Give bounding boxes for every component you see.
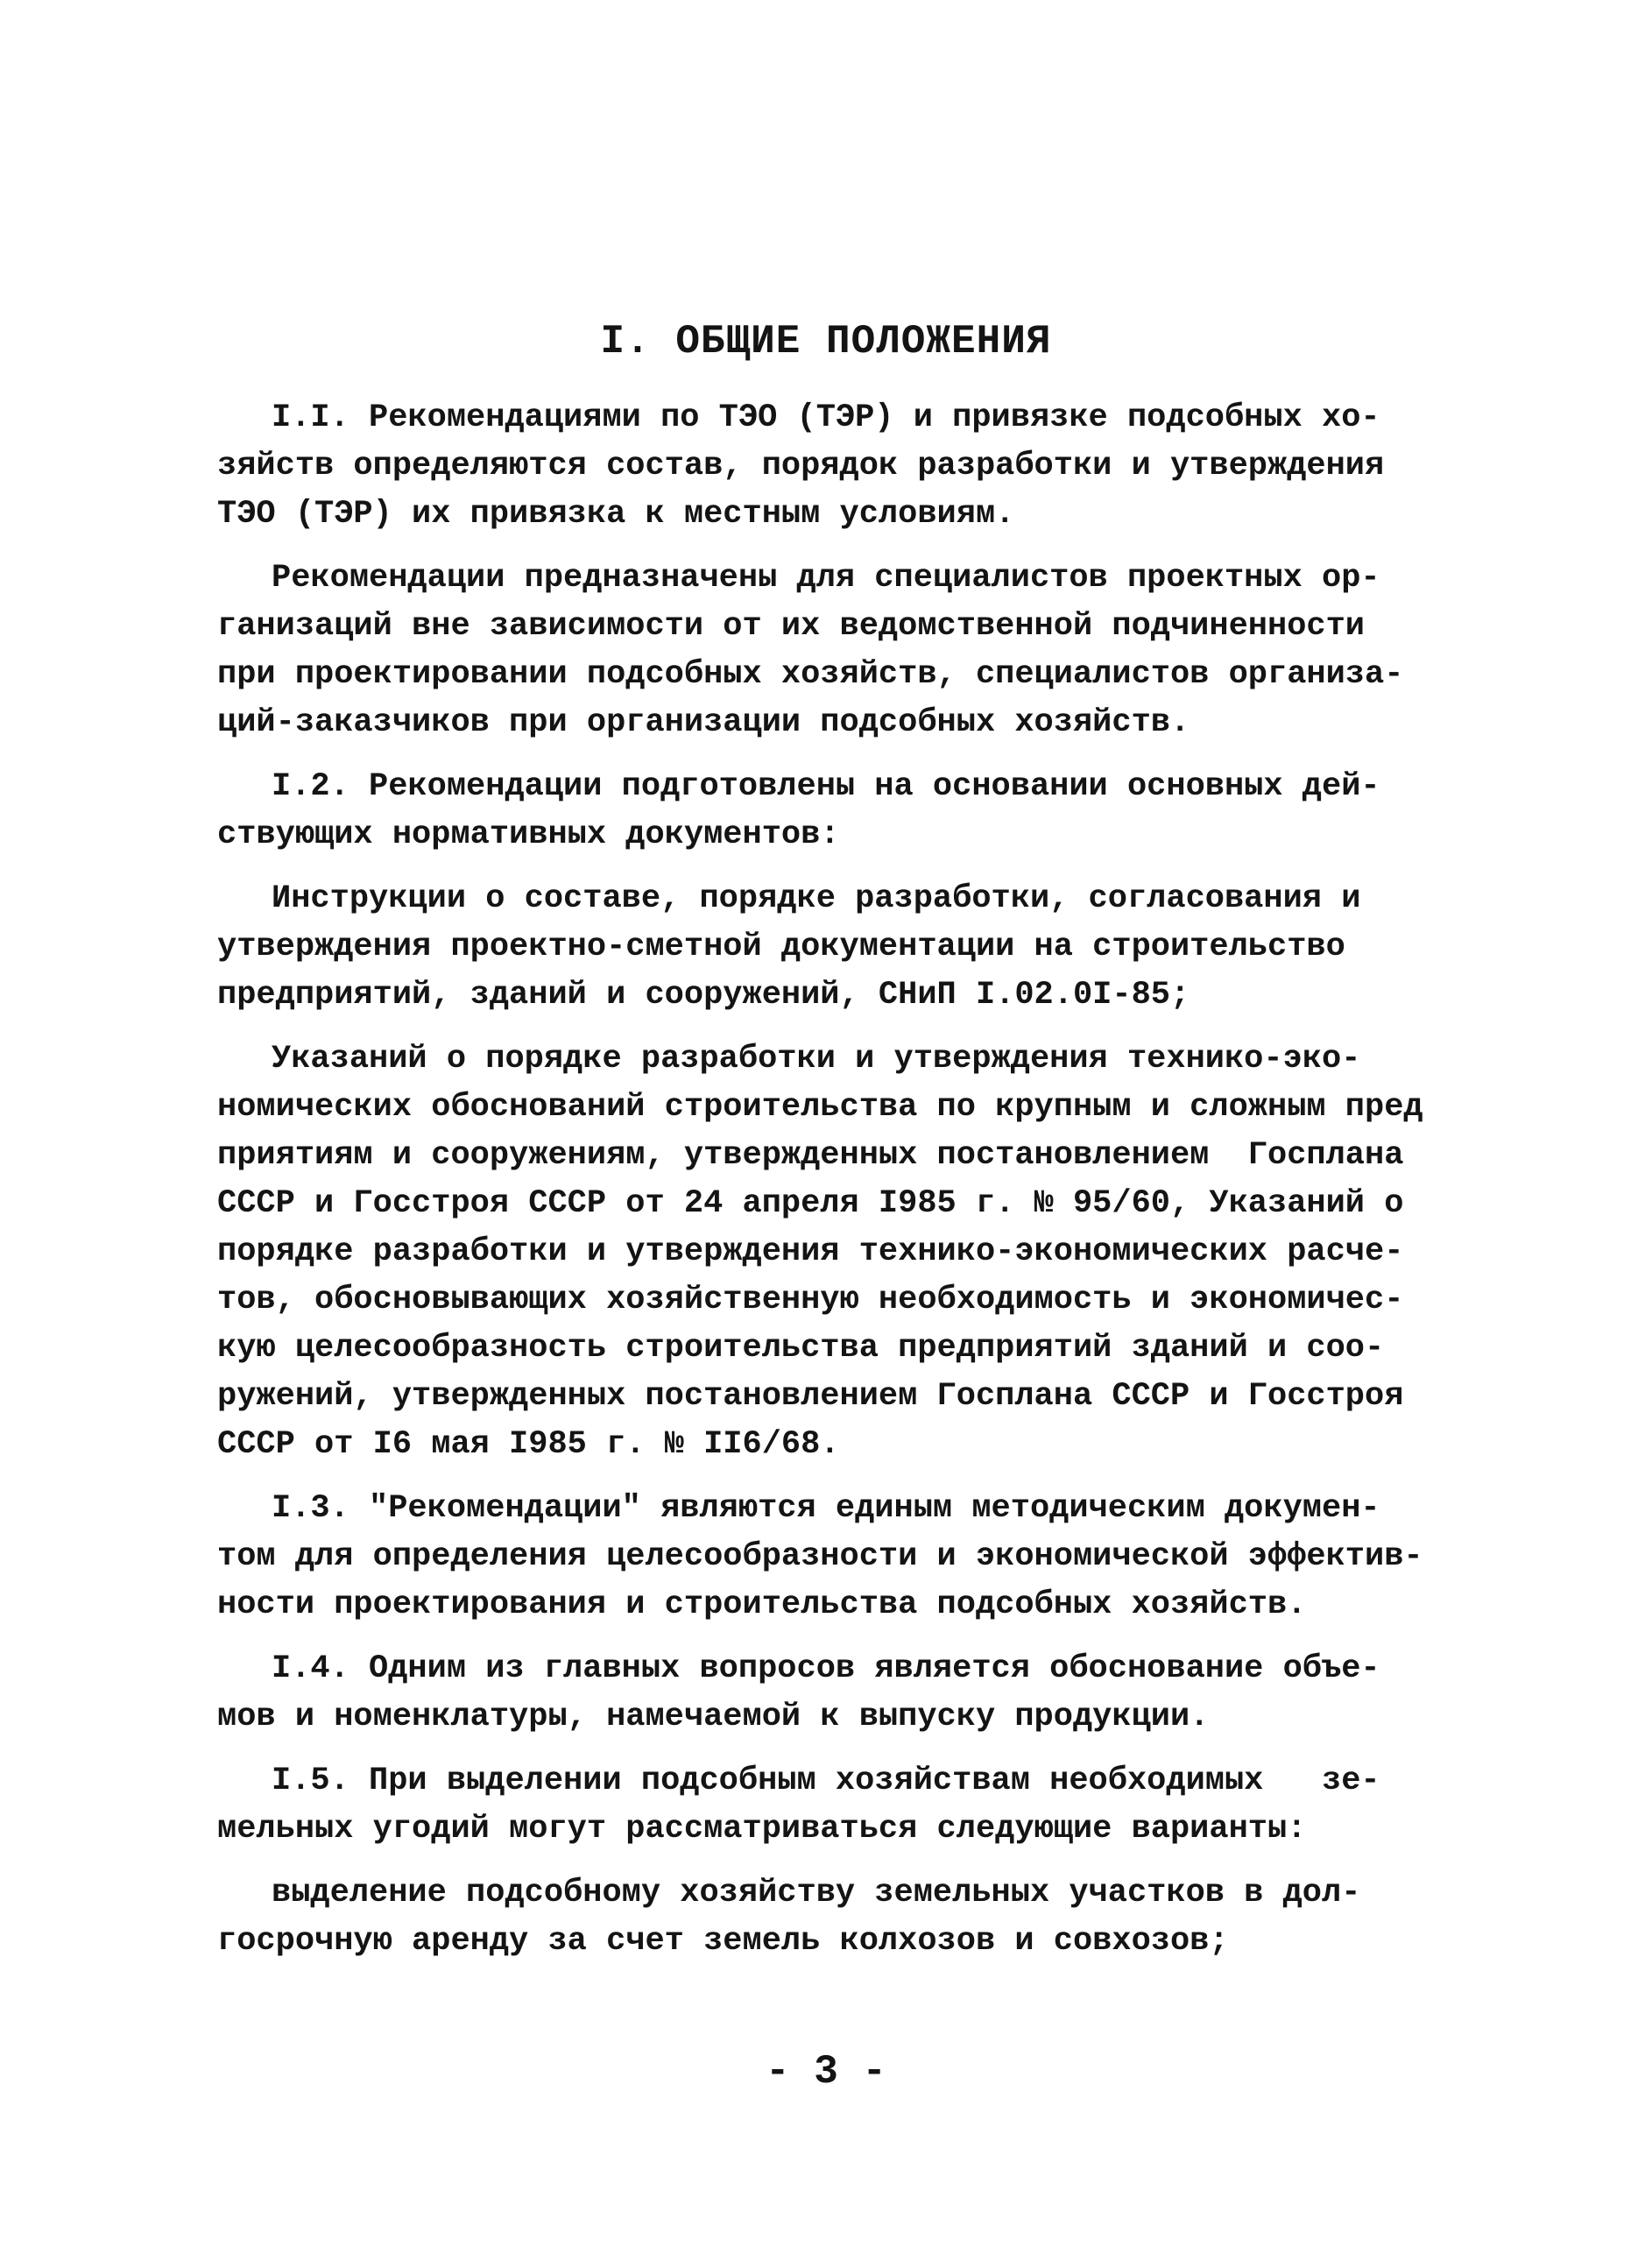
text-line: при проектировании подсобных хозяйств, специалистов организа- bbox=[217, 656, 1404, 693]
text-line: номических обоснований строительства по крупным и сложным пред bbox=[217, 1089, 1423, 1126]
section-heading: I. ОБЩИЕ ПОЛОЖЕНИЯ bbox=[600, 319, 1052, 364]
text-line: ТЭО (ТЭР) их привязка к местным условиям. bbox=[217, 496, 1015, 533]
paragraph-1-3 bbox=[217, 1485, 1423, 1629]
text-line: ружений, утвержденных постановлением Госплана СССР и Госстроя bbox=[217, 1378, 1404, 1415]
text-line: том для определения целесообразности и экономической эффектив- bbox=[217, 1538, 1423, 1575]
text-line: тов, обосновывающих хозяйственную необходимость и экономичес- bbox=[217, 1282, 1404, 1318]
text-line: ности проектирования и строительства подсобных хозяйств. bbox=[217, 1586, 1307, 1623]
text-line: СССР и Госстроя СССР от 24 апреля I985 г. № 95/60, Указаний о bbox=[217, 1185, 1404, 1222]
paragraph-1-2 bbox=[217, 763, 1382, 859]
text-line: Указаний о порядке разработки и утверждения технико-эко- bbox=[272, 1041, 1361, 1077]
body-text bbox=[217, 394, 1423, 1982]
paragraph-1-5 bbox=[217, 1757, 1382, 1854]
text-line: мов и номенклатуры, намечаемой к выпуску продукции. bbox=[217, 1699, 1210, 1735]
text-line: предприятий, зданий и сооружений, СНиП I.02.0I-85; bbox=[217, 977, 1190, 1014]
text-line: мельных угодий могут рассматриваться следующие варианты: bbox=[217, 1811, 1307, 1848]
text-line: I.I. Рекомендациями по ТЭО (ТЭР) и привязке подсобных хо- bbox=[272, 399, 1380, 436]
text-line: приятиям и сооружениям, утвержденных постановлением Госплана bbox=[217, 1137, 1404, 1174]
page-number: - 3 - bbox=[765, 2049, 887, 2095]
paragraph-recommendations-purpose bbox=[217, 555, 1404, 747]
text-line: утверждения проектно-сметной документации на строительство bbox=[217, 929, 1345, 965]
text-line: ствующих нормативных документов: bbox=[217, 816, 840, 853]
text-line: Рекомендации предназначены для специалистов проектных ор- bbox=[272, 560, 1380, 597]
text-line: ций-заказчиков при организации подсобных хозяйств. bbox=[217, 704, 1190, 741]
text-line: Инструкции о составе, порядке разработки, согласования и bbox=[272, 880, 1361, 917]
paragraph-land-allocation bbox=[217, 1869, 1382, 1966]
text-line: I.4. Одним из главных вопросов является обоснование объе- bbox=[272, 1650, 1380, 1687]
text-line: госрочную аренду за счет земель колхозов и совхозов; bbox=[217, 1923, 1229, 1960]
text-line: порядке разработки и утверждения технико-экономических расче- bbox=[217, 1233, 1404, 1270]
text-line: I.2. Рекомендации подготовлены на основании основных дей- bbox=[272, 768, 1380, 805]
text-line: I.5. При выделении подсобным хозяйствам необходимых зе- bbox=[272, 1763, 1380, 1799]
text-line: ганизаций вне зависимости от их ведомственной подчиненности bbox=[217, 608, 1366, 645]
paragraph-1-4 bbox=[217, 1645, 1382, 1742]
paragraph-guidelines bbox=[217, 1035, 1423, 1469]
paragraph-instructions bbox=[217, 875, 1382, 1020]
paragraph-1-1 bbox=[217, 394, 1385, 539]
text-line: I.3. "Рекомендации" являются единым методическим докумен- bbox=[272, 1490, 1380, 1527]
text-line: СССР от I6 мая I985 г. № II6/68. bbox=[217, 1426, 840, 1463]
text-line: выделение подсобному хозяйству земельных участков в дол- bbox=[272, 1875, 1361, 1911]
text-line: кую целесообразность строительства предприятий зданий и соо- bbox=[217, 1330, 1385, 1367]
text-line: зяйств определяются состав, порядок разработки и утверждения bbox=[217, 448, 1385, 484]
